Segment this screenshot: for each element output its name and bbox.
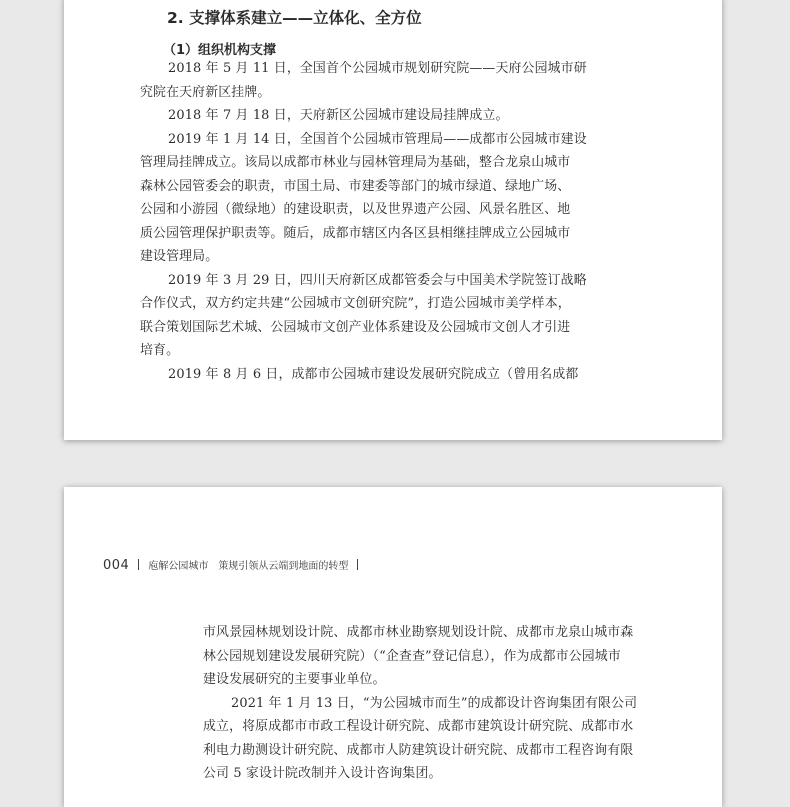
text-line: 联合策划国际艺术城、公园城市文创产业体系建设及公园城市文创人才引进 [140,319,571,335]
text-line: 2021 年 1 月 13 日，“为公园城市而生”的成都设计咨询集团有限公司 [231,695,638,711]
text-line: 成立，将原成都市市政工程设计研究院、成都市建筑设计研究院、成都市水 [203,719,634,734]
text-line: 森林公园管委会的职责，市国土局、市建委等部门的城市绿道、绿地广场、 [140,178,571,194]
section-heading: 2. 支撑体系建立——立体化、全方位 [167,9,422,27]
subsection-heading: （1）组织机构支撑 [163,43,277,58]
text-line: 2019 年 8 月 6 日，成都市公园城市建设发展研究院成立（曾用名成都 [168,366,579,382]
text-line: 公司 5 家设计院改制并入设计咨询集团。 [203,766,442,781]
page-number: 004 [103,558,130,573]
text-line: 2018 年 7 月 18 日，天府新区公园城市建设局挂牌成立。 [168,108,509,123]
running-header [103,554,367,573]
text-line: 2019 年 1 月 14 日，全国首个公园城市管理局——成都市公园城市建设 [168,131,587,147]
page-bottom [64,487,722,807]
text-line: 市风景园林规划设计院、成都市林业勘察规划设计院、成都市龙泉山城市森 [203,625,634,640]
header-divider [138,559,139,570]
text-line: 培育。 [140,343,180,358]
page-top [64,0,722,440]
text-line: 究院在天府新区挂牌。 [140,84,271,100]
text-line: 2018 年 5 月 11 日，全国首个公园城市规划研究院——天府公园城市研 [168,61,587,76]
body-text-top [140,57,588,386]
text-line: 管理局挂牌成立。该局以成都市林业与园林管理局为基础，整合龙泉山城市 [140,155,571,170]
text-line: 合作仪式，双方约定共建“公园城市文创研究院”，打造公园城市美学样本， [140,296,571,311]
chapter-title: 策规引领从云端到地面的转型 [218,561,349,572]
text-line: 利电力勘测设计研究院、成都市人防建筑设计研究院、成都市工程咨询有限 [203,742,634,758]
text-line: 质公园管理保护职责等。随后，成都市辖区内各区县相继挂牌成立公园城市 [140,225,571,241]
text-line: 2019 年 3 月 29 日，四川天府新区成都管委会与中国美术学院签订战略 [168,272,587,288]
body-text-bottom [203,621,653,786]
book-title: 庖解公园城市 [148,561,209,572]
text-line: 建设发展研究的主要事业单位。 [203,672,386,687]
text-line: 公园和小游园（微绿地）的建设职责，以及世界遗产公园、风景名胜区、地 [140,202,571,217]
header-divider [357,559,358,570]
text-line: 林公园规划建设发展研究院）（“企查查”登记信息），作为成都市公园城市 [203,648,621,664]
text-line: 建设管理局。 [140,249,219,264]
